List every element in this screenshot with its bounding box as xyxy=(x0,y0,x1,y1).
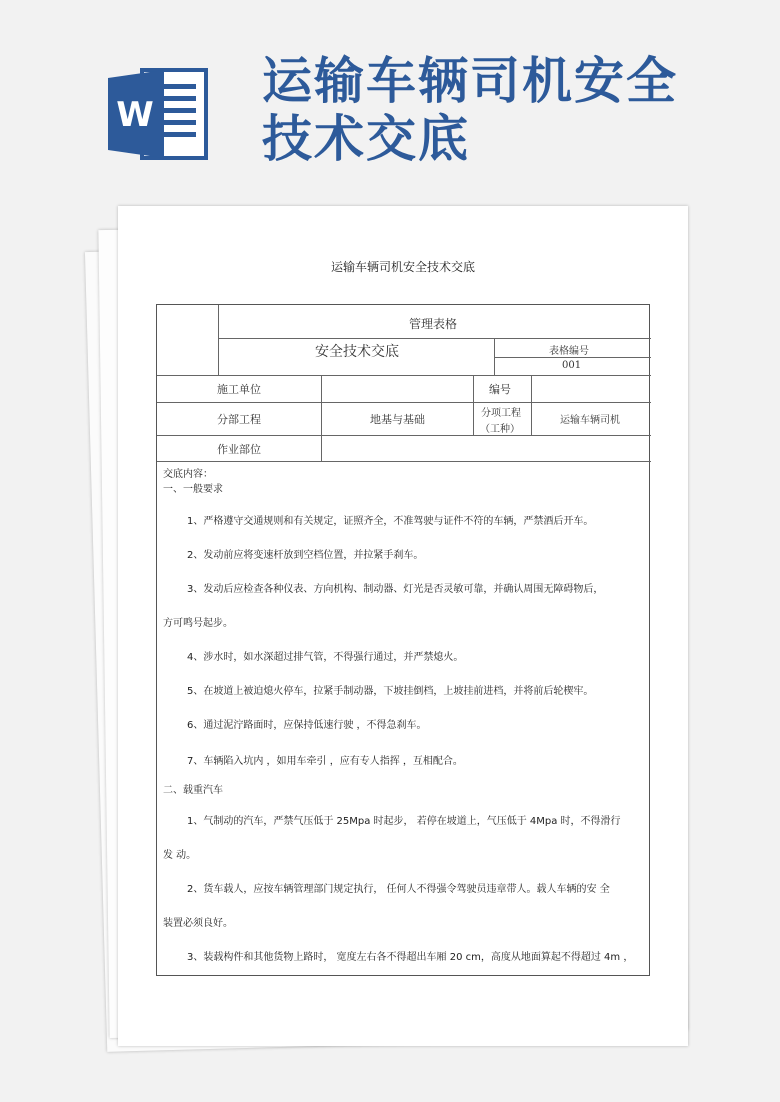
item-project-value: 运输车辆司机 xyxy=(560,415,620,426)
list-item: 4、涉水时，如水深超过排气管，不得强行通过，并严禁熄火。 xyxy=(187,652,464,663)
table-rule xyxy=(157,461,651,462)
banner-title-line2: 技术交底 xyxy=(262,110,470,168)
document-page xyxy=(118,206,688,1046)
work-area-label: 作业部位 xyxy=(217,443,261,456)
handover-table xyxy=(156,304,650,976)
banner-title xyxy=(262,52,722,168)
list-item: 2、货车载人，应按车辆管理部门规定执行， 任何人不得强令驾驶员违章带人。载人车辆的安 全 xyxy=(187,884,610,895)
list-item: 1、严格遵守交通规则和有关规定，证照齐全，不准驾驶与证件不符的车辆，严禁酒后开车。 xyxy=(187,516,594,527)
document-title: 运输车辆司机安全技术交底 xyxy=(330,260,475,274)
list-item: 2、发动前应将变速杆放到空档位置，并拉紧手刹车。 xyxy=(187,550,424,561)
table-rule xyxy=(321,375,322,461)
item-project-label: 分项工程 xyxy=(481,408,521,419)
list-item: 7、车辆陷入坑内 ，如用车牵引 ，应有专人指挥 ，互相配合。 xyxy=(187,756,463,767)
list-item: 5、在坡道上被迫熄火停车，拉紧手制动器，下坡挂倒档，上坡挂前进档，并将前后轮楔牢。 xyxy=(187,686,594,697)
banner-title-line1: 运输车辆司机安全 xyxy=(262,52,678,110)
table-rule xyxy=(157,402,651,403)
form-no-label: 表格编号 xyxy=(549,346,589,357)
table-rule xyxy=(494,338,495,375)
section-truck-heading: 二、载重汽车 xyxy=(163,785,223,796)
sub-project-value: 地基与基础 xyxy=(370,413,425,426)
table-rule xyxy=(218,338,651,339)
word-document-icon xyxy=(108,66,210,162)
table-rule xyxy=(473,375,474,435)
sub-project-label: 分部工程 xyxy=(217,413,261,426)
table-rule xyxy=(218,305,219,375)
table-rule xyxy=(157,435,651,436)
svg-text:W: W xyxy=(116,95,154,135)
list-item-continued: 方可鸣号起步。 xyxy=(163,618,233,629)
form-no-value: 001 xyxy=(562,360,582,371)
list-item: 1、气制动的汽车，严禁气压低于 25Mpa 时起步， 若停在坡道上，气压低于 4Mpa 时，不得滑行 xyxy=(187,816,621,827)
table-rule xyxy=(531,375,532,435)
section-general-heading: 一、一般要求 xyxy=(163,484,223,495)
table-rule xyxy=(157,375,651,376)
list-item: 3、装载构件和其他货物上路时， 宽度左右各不得超出车厢 20 cm，高度从地面算起不得超过 4m ， xyxy=(187,952,634,963)
list-item-continued: 装置必须良好。 xyxy=(163,918,233,929)
management-form-label: 管理表格 xyxy=(409,317,458,331)
table-rule xyxy=(494,357,651,358)
list-item: 6、通过泥泞路面时，应保持低速行驶 ，不得急刹车。 xyxy=(187,720,427,731)
content-heading: 交底内容： xyxy=(163,469,213,480)
list-item-continued: 发 动。 xyxy=(163,850,197,861)
number-label: 编号 xyxy=(489,383,511,396)
item-project-sub: （工种） xyxy=(480,424,520,435)
doc-type-label: 安全技术交底 xyxy=(315,344,399,360)
construction-unit-label: 施工单位 xyxy=(217,383,261,396)
list-item: 3、发动后应检查各种仪表、方向机构、制动器、灯光是否灵敏可靠，并确认周围无障碍物后， xyxy=(187,584,604,595)
